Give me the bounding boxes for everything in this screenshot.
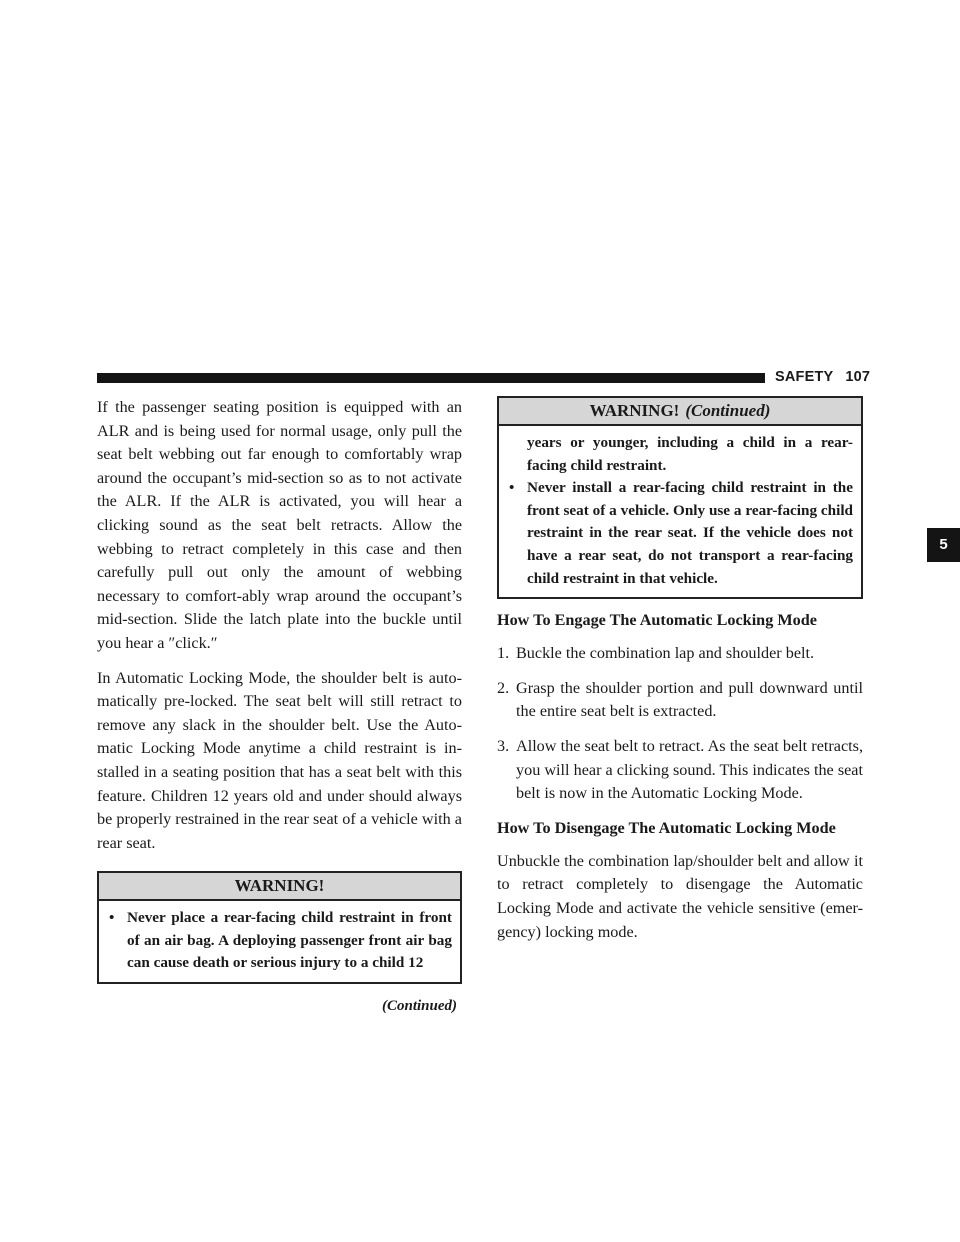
header-rule (97, 373, 765, 383)
left-column (97, 396, 462, 1015)
chapter-tab: 5 (927, 528, 960, 562)
page-number: 107 (845, 369, 871, 385)
step-item: 3. Allow the seat belt to retract. As the seat belt retracts, you will hear a clicking sound. This indicates the seat belt is now in the Automatic Locking Mode. (497, 736, 863, 803)
warning-body-continued (499, 426, 861, 597)
bullet-icon: • (509, 479, 515, 497)
paragraph-automatic-locking: In Automatic Locking Mode, the shoulder belt is auto-matically pre-locked. The seat belt will still retract to remove any slack in the shoulder belt. Use the Auto-matic Locking Mode anytime a child restraint is in-stalled in a seating position that has a seat belt with this feature. Children 12 years old and under should always be properly restrained in the rear seat of a vehicle with a rear seat. (97, 668, 462, 852)
warning-title: WARNING! (99, 873, 460, 901)
bullet-icon: • (109, 909, 115, 927)
warning-box-continued (497, 396, 863, 599)
paragraph-alr: If the passenger seating position is equipped with an ALR and is being used for normal usage, only pull the seat belt webbing out far enough to comfortably wrap around the occupant’s mid-section so as to not activate the ALR. If the ALR is activated, you will hear a clicking sound as the seat belt retracts. Allow the webbing to retract completely in this case and then carefully pull out only the amount of webbing necessary to comfort-ably wrap around the occupant’s mid-section. Slide the latch plate into the buckle until you hear a ″click.″ (97, 398, 462, 652)
warning-item: • Never install a rear-facing child restraint in the front seat of a vehicle. Only use a rear-facing child restraint in the rear seat. If the vehicle does not have a rear seat, do not transport a rear-facing child restraint in that vehicle. (509, 479, 853, 587)
section-title: SAFETY (775, 369, 834, 385)
step-item: 1. Buckle the combination lap and shoulder belt. (497, 644, 815, 663)
engage-steps (497, 642, 863, 806)
disengage-paragraph: Unbuckle the combination lap/shoulder belt and allow it to retract completely to disengage the Automatic Locking Mode and activate the vehicle sensitive (emer-gency) locking mode. (497, 851, 863, 941)
warning-body (99, 901, 460, 982)
running-header (775, 369, 870, 385)
right-column (497, 396, 863, 955)
continued-note: (Continued) (381, 998, 457, 1015)
warning-fragment: years or younger, including a child in a rear-facing child restraint. (527, 434, 853, 474)
disengage-heading: How To Disengage The Automatic Locking Mode (497, 818, 836, 837)
warning-box (97, 871, 462, 984)
step-item: 2. Grasp the shoulder portion and pull downward until the entire seat belt is extracted. (497, 678, 863, 721)
warning-item: • Never place a rear-facing child restraint in front of an air bag. A deploying passenger front air bag can cause death or serious injury to a child 12 (109, 909, 452, 972)
warning-title-continued: WARNING! (Continued) (499, 398, 861, 426)
engage-heading: How To Engage The Automatic Locking Mode (497, 611, 817, 630)
